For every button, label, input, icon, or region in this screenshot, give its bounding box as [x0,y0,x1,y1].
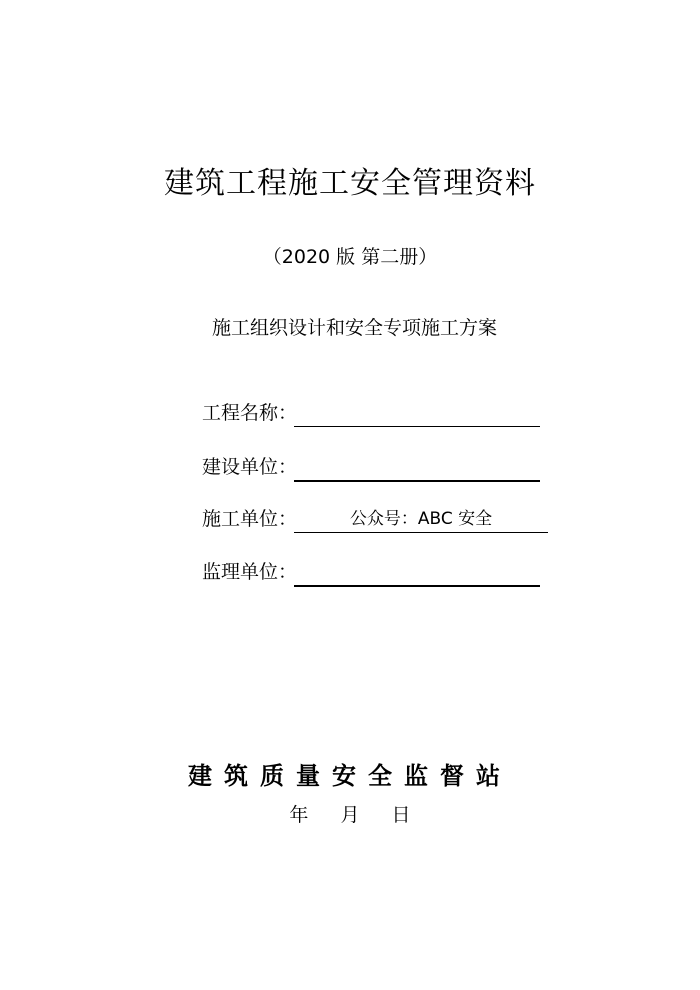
contractor-unit-field [202,504,562,536]
date-year-label: 年 [289,804,309,826]
supervisor-unit-underline [294,585,540,587]
date-line [0,800,700,830]
owner-unit-field [202,452,562,484]
issuing-authority: 建筑质量安全监督站 [188,761,512,790]
document-subtitle: 施工组织设计和安全专项施工方案 [212,317,498,339]
project-name-underline [294,426,540,427]
edition-label: （2020 版 第二册） [262,246,438,268]
contractor-unit-value: 公众号：ABC 安全 [349,509,493,529]
owner-unit-label: 建设单位： [202,456,298,478]
document-title: 建筑工程施工安全管理资料 [164,166,536,201]
project-name-label: 工程名称： [202,402,298,424]
date-month-label: 月 [340,804,360,826]
contractor-unit-label: 施工单位： [202,508,298,530]
contractor-unit-underline [294,532,548,533]
supervisor-unit-field [202,557,562,589]
owner-unit-underline [294,480,540,482]
date-day-label: 日 [391,804,411,826]
supervisor-unit-label: 监理单位： [202,561,298,583]
project-name-field [202,398,562,430]
